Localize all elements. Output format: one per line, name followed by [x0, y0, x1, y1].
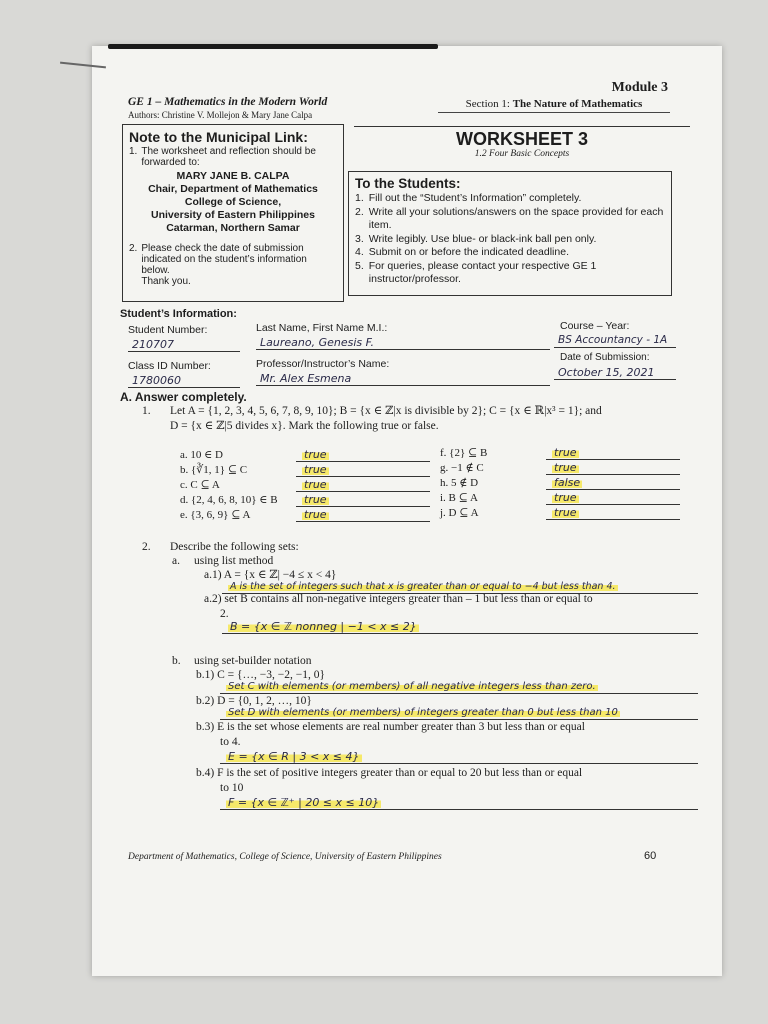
note-box [122, 124, 344, 302]
tf-statement: b. {∛1, 1} ⊆ C [180, 464, 248, 476]
worksheet-title: WORKSHEET 3 [354, 126, 690, 150]
section-name: The Nature of Mathematics [512, 98, 643, 110]
class-id-label: Class ID Number: [128, 360, 211, 372]
tf-statement: i. B ⊆ A [440, 492, 478, 504]
a1-answer-text: A is the set of integers such that x is greater than or equal to −4 but less than 4. [230, 581, 616, 592]
tf-answer[interactable] [546, 461, 680, 475]
tf-answer-text: true [554, 491, 577, 504]
course-title: GE 1 – Mathematics in the Modern World [128, 96, 328, 108]
tf-answer[interactable] [296, 448, 430, 462]
tf-answer-text: true [304, 463, 327, 476]
tf-statement: c. C ⊆ A [180, 479, 220, 491]
b1-answer-line[interactable] [220, 680, 698, 694]
a1-question: a.1) A = {x ∈ ℤ| −4 ≤ x < 4} [204, 569, 337, 581]
tf-answer-text: true [304, 478, 327, 491]
tf-answer-text: true [304, 493, 327, 506]
student-info-title: Student’s Information: [120, 308, 237, 320]
note-item-2-body [141, 243, 337, 287]
b3-answer-text: E = {x ∈ R | 3 < x ≤ 4} [228, 750, 360, 763]
item-num: 1. [355, 192, 364, 204]
b4-answer-line[interactable] [220, 796, 698, 810]
item-text: Write all your solutions/answers on the space provided for each item. [368, 205, 664, 231]
students-item-1 [355, 192, 665, 206]
item-num: 5. [355, 259, 364, 272]
worksheet-subtitle: 1.2 Four Basic Concepts [474, 149, 570, 159]
tf-statement: g. −1 ∉ C [440, 462, 484, 474]
tf-answer-text: true [304, 448, 327, 461]
note-address [129, 170, 337, 235]
tf-left-column [180, 448, 430, 523]
scan-edge-mark [108, 44, 438, 49]
worksheet-page [92, 46, 722, 976]
footer-text: Department of Mathematics, College of Science, University of Eastern Philippines [128, 852, 442, 862]
q2b-text: using set-builder notation [194, 655, 312, 667]
section-title [438, 98, 670, 113]
q1-line-2: D = {x ∈ ℤ|5 divides x}. Mark the following true or false. [170, 420, 439, 432]
tf-item-i [440, 491, 680, 506]
b4-line-2: to 10 [220, 782, 244, 794]
note-thanks: Thank you. [141, 276, 191, 287]
item-num: 3. [355, 232, 364, 245]
students-box [348, 171, 672, 296]
a2-line-2: 2. [220, 608, 229, 620]
name-label: Last Name, First Name M.I.: [256, 322, 388, 334]
tf-answer[interactable] [546, 506, 680, 520]
tf-answer[interactable] [546, 476, 680, 490]
note-item-2-text: Please check the date of submission indicated on the student’s information below. [141, 243, 307, 276]
item-text: Submit on or before the indicated deadline. [368, 246, 569, 258]
tf-answer[interactable] [296, 493, 430, 507]
item-num: 2. [355, 205, 364, 218]
scan-scratch-mark [60, 62, 106, 69]
b4-line-1: b.4) F is the set of positive integers greater than or equal to 20 but less than or equal [196, 767, 583, 779]
module-label: Module 3 [611, 80, 668, 95]
students-item-5 [355, 260, 665, 287]
students-item-4 [355, 246, 665, 260]
tf-item-a [180, 448, 430, 463]
tf-item-f [440, 446, 680, 461]
tf-statement: a. 10 ∈ D [180, 449, 223, 461]
class-id-field[interactable]: 1780060 [128, 374, 240, 388]
q2a-text: using list method [194, 555, 274, 567]
item-text: Fill out the “Student’s Information” completely. [368, 192, 582, 204]
b2-question: b.2) D = {0, 1, 2, …, 10} [196, 695, 312, 707]
tf-statement: f. {2} ⊆ B [440, 447, 488, 459]
page-number: 60 [644, 850, 657, 862]
addr-line-1: MARY JANE B. CALPA [176, 170, 290, 182]
note-item-1 [129, 146, 337, 168]
tf-statement: d. {2, 4, 6, 8, 10} ∈ B [180, 494, 278, 506]
tf-right-column [440, 446, 680, 521]
addr-line-3: College of Science, [184, 196, 282, 208]
note-title: Note to the Municipal Link: [129, 129, 308, 145]
tf-answer-text: true [554, 446, 577, 459]
section-prefix: Section 1: [465, 98, 510, 110]
course-label: Course – Year: [560, 320, 630, 332]
note-item-1-num: 1. [129, 146, 138, 157]
tf-item-g [440, 461, 680, 476]
tf-answer[interactable] [546, 491, 680, 505]
tf-item-c [180, 478, 430, 493]
note-item-2-num: 2. [129, 243, 138, 254]
tf-answer[interactable] [546, 446, 680, 460]
tf-statement: j. D ⊆ A [440, 507, 479, 519]
authors: Authors: Christine V. Mollejon & Mary Jane Calpa [128, 110, 313, 120]
b2-answer-text: Set D with elements (or members) of integers greater than 0 but less than 10 [228, 707, 618, 718]
b1-answer-text: Set C with elements (or members) of all negative integers less than zero. [228, 681, 596, 692]
addr-line-5: Catarman, Northern Samar [166, 222, 300, 234]
q1-number: 1. [142, 405, 151, 417]
b2-answer-line[interactable] [220, 706, 698, 720]
b3-line-1: b.3) E is the set whose elements are real number greater than 3 but less than or equal [196, 721, 585, 733]
professor-label: Professor/Instructor’s Name: [256, 358, 390, 370]
b1-question: b.1) C = {…, −3, −2, −1, 0} [196, 669, 325, 681]
student-number-field[interactable]: 210707 [128, 338, 240, 352]
students-item-3 [355, 233, 665, 247]
tf-answer-text: false [554, 476, 581, 489]
tf-item-h [440, 476, 680, 491]
item-text: For queries, please contact your respective GE 1 instructor/professor. [368, 259, 597, 285]
tf-answer[interactable] [296, 478, 430, 492]
a2-answer-line[interactable] [222, 620, 698, 634]
date-label: Date of Submission: [560, 352, 650, 363]
tf-item-j [440, 506, 680, 521]
tf-answer-text: true [554, 506, 577, 519]
tf-answer[interactable] [296, 463, 430, 477]
item-num: 4. [355, 246, 364, 258]
tf-statement: h. 5 ∉ D [440, 477, 479, 489]
professor-field[interactable]: Mr. Alex Esmena [256, 372, 550, 386]
tf-item-d [180, 493, 430, 508]
tf-answer-text: true [554, 461, 577, 474]
b3-question [196, 720, 696, 750]
name-field[interactable]: Laureano, Genesis F. [256, 336, 550, 350]
tf-answer-text: true [304, 508, 327, 521]
b4-question [196, 766, 696, 796]
students-title: To the Students: [355, 176, 461, 191]
course-field[interactable]: BS Accountancy - 1A [554, 334, 676, 348]
q1-text [170, 404, 690, 434]
addr-line-4: University of Eastern Philippines [151, 209, 315, 221]
q2b-label: b. [172, 655, 181, 667]
student-number-label: Student Number: [128, 324, 208, 336]
a2-question [204, 592, 694, 622]
a2-answer-text: B = {x ∈ ℤ nonneg | −1 < x ≤ 2} [230, 620, 417, 633]
item-text: Write legibly. Use blue- or black-ink ball pen only. [368, 232, 597, 245]
students-item-2 [355, 206, 665, 233]
tf-answer[interactable] [296, 508, 430, 522]
b4-answer-text: F = {x ∈ ℤ⁺ | 20 ≤ x ≤ 10} [228, 796, 380, 809]
tf-item-e [180, 508, 430, 523]
a2-line-1: a.2) set B contains all non-negative integers greater than – 1 but less than or equal to [204, 593, 593, 605]
part-a-title: A. Answer completely. [120, 390, 247, 404]
tf-item-b [180, 463, 430, 478]
addr-line-2: Chair, Department of Mathematics [148, 183, 318, 195]
note-item-2 [129, 243, 337, 287]
b3-answer-line[interactable] [220, 750, 698, 764]
q2-text: Describe the following sets: [170, 541, 299, 553]
tf-statement: e. {3, 6, 9} ⊆ A [180, 509, 251, 521]
b3-line-2: to 4. [220, 736, 241, 748]
q2a-label: a. [172, 555, 180, 567]
q2-number: 2. [142, 541, 151, 553]
q1-line-1: Let A = {1, 2, 3, 4, 5, 6, 7, 8, 9, 10}; B = {x ∈ ℤ|x is divisible by 2}; C = {x ∈ ℝ|x³ = 1}; and [170, 405, 602, 417]
note-item-1-text: The worksheet and reflection should be forwarded to: [141, 146, 316, 168]
date-field[interactable]: October 15, 2021 [554, 366, 676, 380]
